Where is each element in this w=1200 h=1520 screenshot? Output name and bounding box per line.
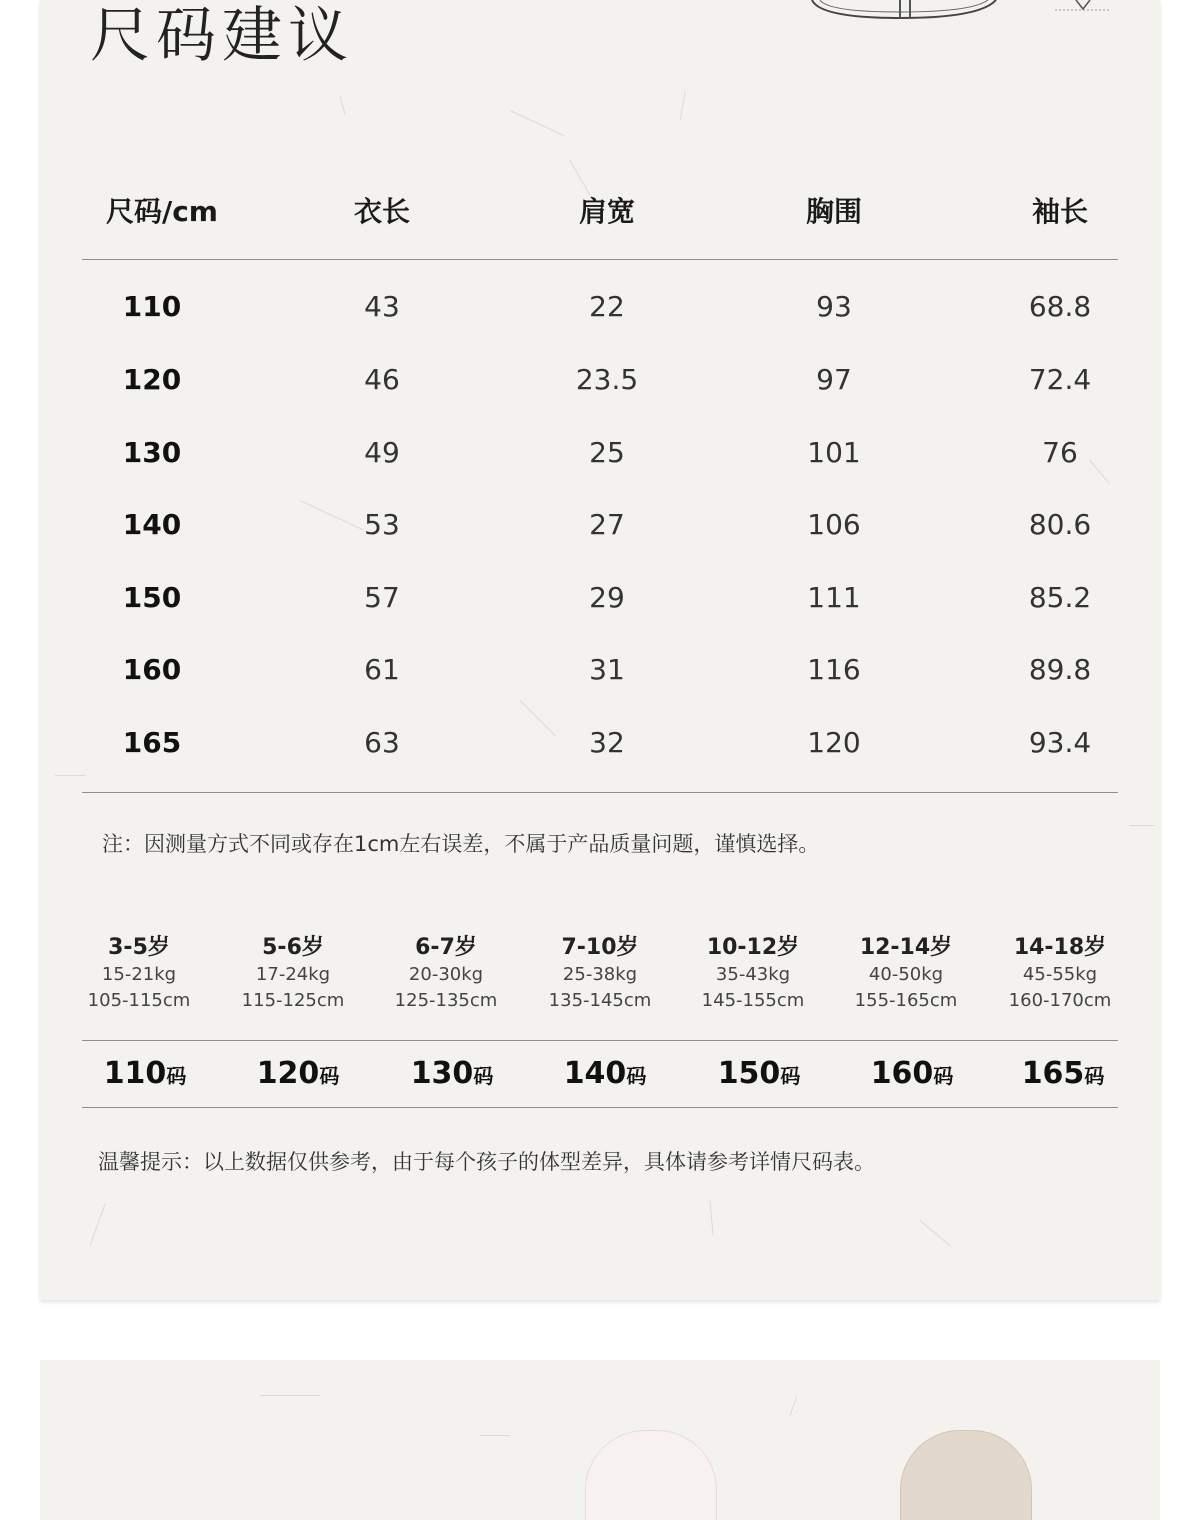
- height-range: 135-145cm: [548, 990, 652, 1011]
- header-shoulder: 肩宽: [578, 195, 635, 228]
- product-photo-card: [40, 1360, 1160, 1520]
- header-size: 尺码/cm: [105, 195, 218, 228]
- length-cell: 46: [364, 363, 400, 396]
- shoulder-cell: 31: [589, 653, 625, 686]
- table-row: [82, 726, 1118, 766]
- size-code-unit: 码: [933, 1064, 954, 1088]
- length-cell: 49: [364, 436, 400, 469]
- table-row: [82, 508, 1118, 548]
- weight-range: 25-38kg: [562, 964, 638, 985]
- sleeve-cell: 80.6: [1028, 508, 1092, 541]
- size-code-number: 165: [1021, 1056, 1085, 1091]
- height-range: 155-165cm: [854, 990, 958, 1011]
- size-code-top-rule: [82, 1040, 1118, 1041]
- size-code: [837, 1056, 987, 1091]
- age-range: 14-18岁: [1013, 935, 1107, 960]
- size-code: [988, 1056, 1138, 1091]
- size-cell: 140: [122, 508, 182, 541]
- age-guide-column: [831, 930, 981, 1016]
- sleeve-cell: 76: [1042, 436, 1078, 469]
- size-cell: 120: [122, 363, 182, 396]
- shoulder-cell: 23.5: [575, 363, 639, 396]
- height-range: 160-170cm: [1008, 990, 1112, 1011]
- size-cell: 160: [122, 653, 182, 686]
- age-guide-column: [525, 930, 675, 1016]
- size-cell: 110: [122, 290, 182, 323]
- size-code: [377, 1056, 527, 1091]
- page-title: 尺码建议: [90, 1, 354, 71]
- age-range: 12-14岁: [859, 935, 953, 960]
- size-code-number: 130: [410, 1056, 474, 1091]
- shoulder-cell: 27: [589, 508, 625, 541]
- size-code-number: 160: [870, 1056, 934, 1091]
- table-bottom-rule: [82, 792, 1118, 793]
- table-row: [82, 290, 1118, 330]
- sleeve-cell: 72.4: [1028, 363, 1092, 396]
- sleeve-cell: 68.8: [1028, 290, 1092, 323]
- size-code-number: 150: [717, 1056, 781, 1091]
- chest-cell: 116: [807, 653, 861, 686]
- size-code-unit: 码: [626, 1064, 647, 1088]
- chest-cell: 93: [816, 290, 852, 323]
- chest-cell: 120: [807, 726, 861, 759]
- shoulder-cell: 25: [589, 436, 625, 469]
- age-guide-column: [371, 930, 521, 1016]
- age-guide-column: [678, 930, 828, 1016]
- warm-tip: 温馨提示：以上数据仅供参考，由于每个孩子的体型差异，具体请参考详情尺码表。: [98, 1150, 875, 1174]
- sleeve-cell: 89.8: [1028, 653, 1092, 686]
- weight-range: 20-30kg: [408, 964, 484, 985]
- table-row: [82, 653, 1118, 693]
- size-code-number: 110: [103, 1056, 167, 1091]
- shoulder-cell: 22: [589, 290, 625, 323]
- size-code: [70, 1056, 220, 1091]
- chest-cell: 111: [807, 581, 861, 614]
- weight-range: 45-55kg: [1022, 964, 1098, 985]
- chest-cell: 106: [807, 508, 861, 541]
- beige-jacket-hood: [900, 1430, 1032, 1520]
- chest-cell: 101: [807, 436, 861, 469]
- height-range: 105-115cm: [87, 990, 191, 1011]
- white-jacket-hood: [585, 1430, 717, 1520]
- header-chest: 胸围: [805, 195, 862, 228]
- age-range: 10-12岁: [706, 935, 800, 960]
- table-top-rule: [82, 259, 1118, 260]
- size-code: [223, 1056, 373, 1091]
- height-range: 115-125cm: [241, 990, 345, 1011]
- shoulder-cell: 32: [589, 726, 625, 759]
- age-range: 5-6岁: [262, 935, 324, 960]
- size-code-number: 140: [563, 1056, 627, 1091]
- size-code-unit: 码: [166, 1064, 187, 1088]
- size-code-unit: 码: [319, 1064, 340, 1088]
- height-range: 145-155cm: [701, 990, 805, 1011]
- garment-diagram: [800, 0, 1120, 24]
- age-range: 7-10岁: [561, 935, 639, 960]
- size-cell: 150: [122, 581, 182, 614]
- sleeve-cell: 93.4: [1028, 726, 1092, 759]
- shoulder-cell: 29: [589, 581, 625, 614]
- weight-range: 17-24kg: [255, 964, 331, 985]
- weight-range: 40-50kg: [868, 964, 944, 985]
- size-cell: 165: [122, 726, 182, 759]
- weight-range: 15-21kg: [101, 964, 177, 985]
- length-cell: 57: [364, 581, 400, 614]
- weight-range: 35-43kg: [715, 964, 791, 985]
- length-cell: 61: [364, 653, 400, 686]
- size-code-unit: 码: [1084, 1064, 1105, 1088]
- size-code-bottom-rule: [82, 1107, 1118, 1108]
- age-range: 6-7岁: [415, 935, 477, 960]
- measurement-note: 注：因测量方式不同或存在1cm左右误差，不属于产品质量问题，谨慎选择。: [102, 832, 820, 856]
- size-code-unit: 码: [473, 1064, 494, 1088]
- chest-cell: 97: [816, 363, 852, 396]
- size-code: [530, 1056, 680, 1091]
- height-range: 125-135cm: [394, 990, 498, 1011]
- length-cell: 43: [364, 290, 400, 323]
- age-guide-column: [218, 930, 368, 1016]
- size-table-header: [82, 190, 1118, 240]
- size-code: [684, 1056, 834, 1091]
- table-row: [82, 436, 1118, 476]
- age-range: 3-5岁: [108, 935, 170, 960]
- size-guide-card: [40, 0, 1160, 1300]
- length-cell: 63: [364, 726, 400, 759]
- header-sleeve: 袖长: [1031, 195, 1088, 228]
- length-cell: 53: [364, 508, 400, 541]
- sleeve-cell: 85.2: [1028, 581, 1092, 614]
- size-cell: 130: [122, 436, 182, 469]
- header-length: 衣长: [353, 195, 410, 228]
- size-code-number: 120: [256, 1056, 320, 1091]
- size-code-unit: 码: [780, 1064, 801, 1088]
- table-row: [82, 363, 1118, 403]
- table-row: [82, 581, 1118, 621]
- age-guide-column: [985, 930, 1135, 1016]
- age-guide-column: [64, 930, 214, 1016]
